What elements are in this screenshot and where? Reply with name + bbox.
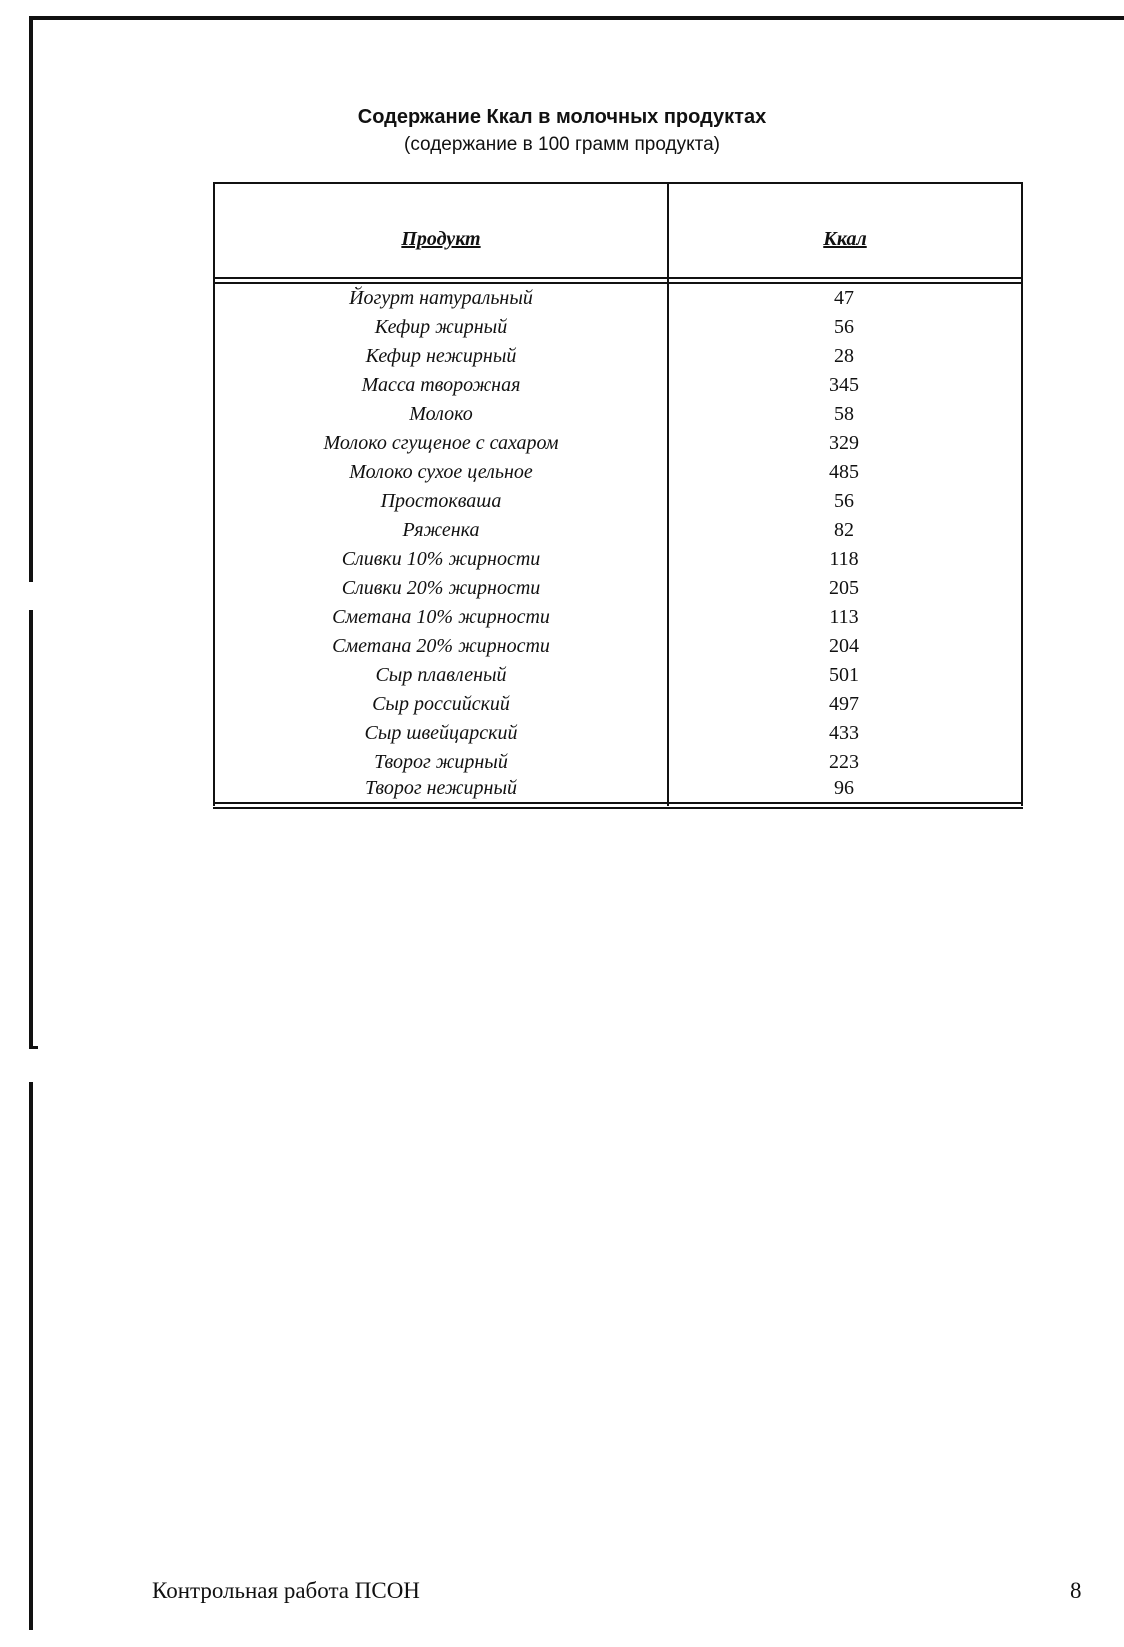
product-name: Кефир нежирный — [365, 345, 517, 367]
table-row — [215, 690, 1021, 719]
kcal-value: 56 — [834, 316, 854, 338]
table-row — [215, 458, 1021, 487]
table-body — [215, 284, 1021, 799]
kcal-value: 329 — [829, 432, 859, 454]
table-row — [215, 429, 1021, 458]
table-row — [215, 284, 1021, 313]
product-name: Простокваша — [380, 490, 502, 512]
table-row — [215, 516, 1021, 545]
kcal-value: 433 — [829, 722, 859, 744]
product-name: Сливки 20% жирности — [341, 577, 541, 599]
table-bottom-border — [213, 807, 1023, 809]
footer-text: Контрольная работа ПСОН — [152, 1578, 420, 1603]
kcal-value: 485 — [829, 461, 859, 483]
product-name: Сыр российский — [372, 693, 510, 715]
table-row — [215, 545, 1021, 574]
page-border-top — [29, 16, 1124, 20]
product-name: Сыр швейцарский — [364, 722, 518, 744]
table-row — [215, 487, 1021, 516]
product-name: Молоко — [409, 403, 473, 425]
page-border-left — [29, 1082, 33, 1630]
page-subtitle: (содержание в 100 грамм продукта) — [404, 134, 720, 155]
table-row — [215, 719, 1021, 748]
kcal-value: 345 — [829, 374, 859, 396]
page-title: Содержание Ккал в молочных продуктах — [357, 106, 767, 128]
page-number: 8 — [1070, 1578, 1082, 1603]
product-name: Сливки 10% жирности — [341, 548, 541, 570]
product-name: Молоко сухое цельное — [349, 461, 533, 483]
page-border-tick — [29, 1046, 38, 1049]
product-name: Масса творожная — [361, 374, 521, 396]
table-row — [215, 661, 1021, 690]
product-name: Творог жирный — [374, 751, 508, 773]
table-row — [215, 632, 1021, 661]
kcal-value: 47 — [834, 287, 854, 309]
table-row — [215, 313, 1021, 342]
kcal-value: 501 — [829, 664, 859, 686]
kcal-value: 28 — [834, 345, 854, 367]
page-border-left — [29, 610, 33, 1048]
product-name: Сыр плавленый — [375, 664, 507, 686]
kcal-value: 58 — [834, 403, 854, 425]
kcal-value: 118 — [829, 548, 859, 570]
table-row — [215, 603, 1021, 632]
table-row — [215, 400, 1021, 429]
product-name: Сметана 10% жирности — [332, 606, 550, 628]
column-header-product: Продукт — [401, 228, 481, 250]
product-name: Сметана 20% жирности — [332, 635, 550, 657]
table-row — [215, 342, 1021, 371]
table-row — [215, 748, 1021, 777]
table-row — [215, 371, 1021, 400]
table-row — [215, 777, 1021, 799]
table-row — [215, 574, 1021, 603]
column-header-kcal: Ккал — [823, 228, 867, 250]
table-header-separator — [213, 277, 1023, 279]
kcal-value: 56 — [834, 490, 854, 512]
page-border-left — [29, 16, 33, 582]
kcal-value: 113 — [829, 606, 859, 628]
product-name: Творог нежирный — [365, 777, 517, 799]
product-name: Йогурт натуральный — [349, 287, 533, 309]
kcal-value: 497 — [829, 693, 859, 715]
product-name: Ряженка — [402, 519, 480, 541]
kcal-value: 204 — [829, 635, 859, 657]
product-name: Кефир жирный — [374, 316, 508, 338]
kcal-value: 205 — [829, 577, 859, 599]
table-bottom-border — [213, 802, 1023, 804]
kcal-value: 223 — [829, 751, 859, 773]
kcal-value: 96 — [834, 777, 854, 799]
kcal-value: 82 — [834, 519, 854, 541]
product-name: Молоко сгущеное с сахаром — [323, 432, 559, 454]
